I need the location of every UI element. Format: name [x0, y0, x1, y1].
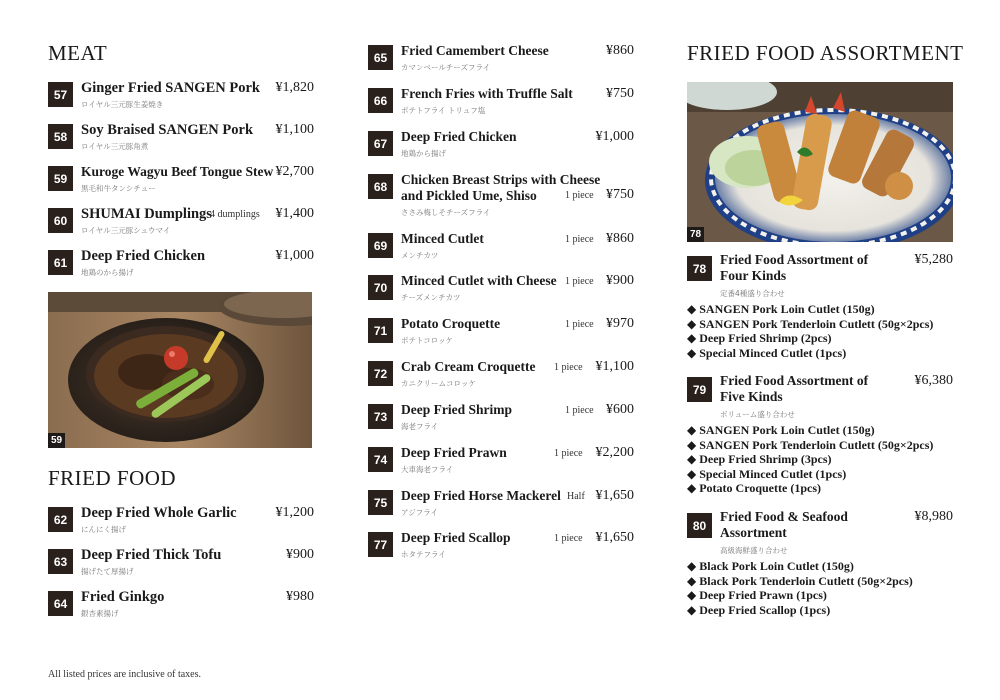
item-number-badge: 78	[687, 256, 712, 281]
item-japanese-name: にんにく揚げ	[81, 525, 126, 534]
set-content-line: ◆ SANGEN Pork Tenderloin Cutlett (50g×2pcs)	[687, 437, 934, 452]
item-price: ¥900	[606, 273, 634, 288]
menu-item-57	[48, 80, 314, 120]
set-content-line: ◆ Deep Fried Shrimp (2pcs)	[687, 331, 832, 346]
item-name: Deep Fried Thick Tofu	[81, 547, 222, 563]
item-japanese-name: 海老フライ	[401, 422, 439, 431]
item-number-badge: 60	[48, 208, 73, 233]
menu-item-67	[368, 129, 634, 169]
menu-item-75	[368, 488, 634, 528]
item-name: Deep Fried Shrimp	[401, 402, 512, 417]
item-number-badge: 66	[368, 88, 393, 113]
item-number-badge: 68	[368, 174, 393, 199]
item-price: ¥1,100	[275, 122, 314, 137]
set-content-line: ◆ Deep Fried Prawn (1pcs)	[687, 588, 827, 603]
item-name: Deep Fried Prawn	[401, 445, 507, 460]
item-price: ¥1,100	[595, 359, 634, 374]
set-80-contents	[687, 559, 913, 617]
item-price: ¥900	[286, 547, 314, 562]
item-name: Chicken Breast Strips with Cheese and Pickled Ume, Shiso	[401, 172, 601, 203]
item-quantity: 1 piece	[565, 276, 594, 287]
item-number-badge: 64	[48, 591, 73, 616]
photo-number-tag: 59	[48, 433, 65, 448]
item-japanese-name: 揚げたて厚揚げ	[81, 567, 134, 576]
item-number-badge: 59	[48, 166, 73, 191]
item-name: Deep Fried Scallop	[401, 530, 511, 545]
item-name: Fried Food Assortment of Four Kinds	[720, 252, 869, 283]
section-title-meat: MEAT	[48, 41, 108, 65]
item-number-badge: 75	[368, 490, 393, 515]
menu-item-60	[48, 206, 314, 246]
menu-item-70	[368, 273, 634, 313]
item-number-badge: 70	[368, 275, 393, 300]
set-content-line: ◆ Deep Fried Shrimp (3pcs)	[687, 452, 832, 467]
set-content-line: ◆ SANGEN Pork Loin Cutlet (150g)	[687, 423, 875, 437]
item-price: ¥860	[606, 231, 634, 246]
menu-item-69	[368, 231, 634, 271]
menu-item-74	[368, 445, 634, 485]
item-japanese-name: カニクリームコロッケ	[401, 379, 476, 388]
item-name: Deep Fried Horse Mackerel	[401, 488, 561, 503]
item-price: ¥6,380	[914, 373, 953, 388]
item-price: ¥980	[286, 589, 314, 604]
beef-tongue-stew-photo	[48, 292, 312, 448]
item-price: ¥1,000	[275, 248, 314, 263]
item-name: French Fries with Truffle Salt	[401, 86, 573, 101]
item-price: ¥860	[606, 43, 634, 58]
set-content-line: ◆ Special Minced Cutlet (1pcs)	[687, 466, 847, 481]
item-number-badge: 79	[687, 377, 712, 402]
menu-item-66	[368, 86, 634, 126]
menu-item-65	[368, 43, 634, 83]
item-name: Soy Braised SANGEN Pork	[81, 122, 254, 138]
fried-assortment-illustration	[687, 82, 953, 242]
item-name: Fried Camembert Cheese	[401, 43, 549, 58]
set-content-line: ◆ SANGEN Pork Tenderloin Cutlett (50g×2pcs)	[687, 316, 934, 331]
item-number-badge: 61	[48, 250, 73, 275]
item-quantity: 1 piece	[554, 448, 583, 459]
item-japanese-name: チーズメンチカツ	[401, 293, 461, 302]
set-78-contents	[687, 302, 933, 360]
item-price: ¥970	[606, 316, 634, 331]
item-price: ¥1,820	[275, 80, 314, 95]
item-japanese-name: ロイヤル三元豚角煮	[81, 142, 149, 151]
item-japanese-name: アジフライ	[401, 508, 438, 517]
item-price: ¥1,650	[595, 488, 634, 503]
item-name: SHUMAI Dumplings	[81, 206, 212, 222]
item-name: Fried Food Assortment of Five Kinds	[720, 373, 869, 404]
tax-footnote: All listed prices are inclusive of taxes.	[48, 669, 202, 680]
menu-item-71	[368, 316, 634, 356]
item-number-badge: 58	[48, 124, 73, 149]
assortment-set-80	[687, 509, 953, 555]
item-number-badge: 77	[368, 532, 393, 557]
item-quantity: Half	[567, 491, 585, 502]
menu-item-64	[48, 589, 314, 629]
item-japanese-name: ささみ梅しそチーズフライ	[401, 208, 491, 217]
menu-item-58	[48, 122, 314, 162]
item-japanese-name: 高級海鮮盛り合わせ	[720, 546, 788, 555]
item-quantity: 1 piece	[565, 190, 594, 201]
section-title-fried-food: FRIED FOOD	[48, 466, 177, 490]
item-number-badge: 65	[368, 45, 393, 70]
item-quantity: 1 piece	[565, 234, 594, 245]
item-price: ¥1,000	[595, 129, 634, 144]
menu-item-73	[368, 402, 634, 442]
item-japanese-name: ロイヤル三元豚シュウマイ	[81, 226, 171, 235]
item-quantity: 4 dumplings	[210, 209, 260, 220]
item-number-badge: 69	[368, 233, 393, 258]
menu-item-62	[48, 505, 314, 545]
menu-item-63	[48, 547, 314, 587]
item-japanese-name: ポテトフライ トリュフ塩	[401, 106, 486, 115]
item-japanese-name: 大車海老フライ	[401, 465, 454, 474]
item-name: Fried Food & Seafood Assortment	[720, 509, 848, 540]
menu-item-72	[368, 359, 634, 399]
item-price: ¥5,280	[914, 252, 953, 267]
set-content-line: ◆ Special Minced Cutlet (1pcs)	[687, 345, 847, 360]
set-content-line: ◆ Black Pork Loin Cutlet (150g)	[687, 559, 854, 573]
menu-item-61	[48, 248, 314, 288]
item-japanese-name: 黒毛和牛タンシチュー	[81, 184, 156, 193]
item-price: ¥1,650	[595, 530, 634, 545]
item-name: Potato Croquette	[401, 316, 501, 331]
item-price: ¥8,980	[914, 509, 953, 524]
item-name: Deep Fried Chicken	[401, 129, 517, 144]
item-number-badge: 63	[48, 549, 73, 574]
item-name: Minced Cutlet	[401, 231, 484, 246]
item-price: ¥2,200	[595, 445, 634, 460]
item-japanese-name: 地鶏から揚げ	[401, 149, 446, 158]
item-japanese-name: ポテトコロッケ	[401, 336, 454, 345]
set-content-line: ◆ Potato Croquette (1pcs)	[687, 481, 821, 496]
assortment-set-79	[687, 373, 953, 419]
item-number-badge: 57	[48, 82, 73, 107]
item-number-badge: 72	[368, 361, 393, 386]
item-name: Deep Fried Chicken	[81, 248, 206, 264]
item-number-badge: 73	[368, 404, 393, 429]
item-japanese-name: メンチカツ	[401, 251, 439, 260]
stew-illustration	[48, 292, 312, 448]
item-name: Minced Cutlet with Cheese	[401, 273, 557, 288]
item-name: Fried Ginkgo	[81, 589, 165, 605]
item-number-badge: 62	[48, 507, 73, 532]
item-number-badge: 67	[368, 131, 393, 156]
set-content-line: ◆ Black Pork Tenderloin Cutlett (50g×2pcs)	[687, 573, 913, 588]
item-quantity: 1 piece	[554, 362, 583, 373]
section-title-fried-food-assortment: FRIED FOOD ASSORTMENT	[687, 41, 964, 65]
set-79-contents	[687, 423, 933, 496]
item-price: ¥1,200	[275, 505, 314, 520]
item-japanese-name: 地鶏のから揚げ	[81, 268, 134, 277]
item-japanese-name: ロイヤル三元豚生姜焼き	[81, 100, 164, 109]
menu-item-59	[48, 164, 314, 204]
item-name: Ginger Fried SANGEN Pork	[81, 80, 260, 96]
item-price: ¥2,700	[275, 164, 314, 179]
assortment-set-78	[687, 252, 953, 298]
item-japanese-name: ボリューム盛り合わせ	[720, 410, 795, 419]
set-content-line: ◆ Deep Fried Scallop (1pcs)	[687, 602, 831, 617]
item-number-badge: 71	[368, 318, 393, 343]
item-quantity: 1 piece	[565, 319, 594, 330]
menu-item-68	[368, 172, 634, 220]
item-price: ¥750	[606, 86, 634, 101]
item-quantity: 1 piece	[554, 533, 583, 544]
item-price: ¥600	[606, 402, 634, 417]
item-japanese-name: 定番4種盛り合わせ	[720, 289, 785, 298]
item-japanese-name: ホタテフライ	[401, 550, 446, 559]
item-name: Crab Cream Croquette	[401, 359, 536, 374]
item-japanese-name: カマンベールチーズフライ	[401, 63, 491, 72]
item-name: Deep Fried Whole Garlic	[81, 505, 237, 521]
item-price: ¥1,400	[275, 206, 314, 221]
item-japanese-name: 銀杏素揚げ	[81, 609, 119, 618]
item-name: Kuroge Wagyu Beef Tongue Stew	[81, 164, 274, 179]
item-quantity: 1 piece	[565, 405, 594, 416]
fried-assortment-photo	[687, 82, 953, 242]
item-price: ¥750	[606, 187, 634, 202]
photo-number-tag: 78	[687, 227, 704, 242]
item-number-badge: 74	[368, 447, 393, 472]
set-content-line: ◆ SANGEN Pork Loin Cutlet (150g)	[687, 302, 875, 316]
menu-item-77	[368, 530, 634, 570]
item-number-badge: 80	[687, 513, 712, 538]
